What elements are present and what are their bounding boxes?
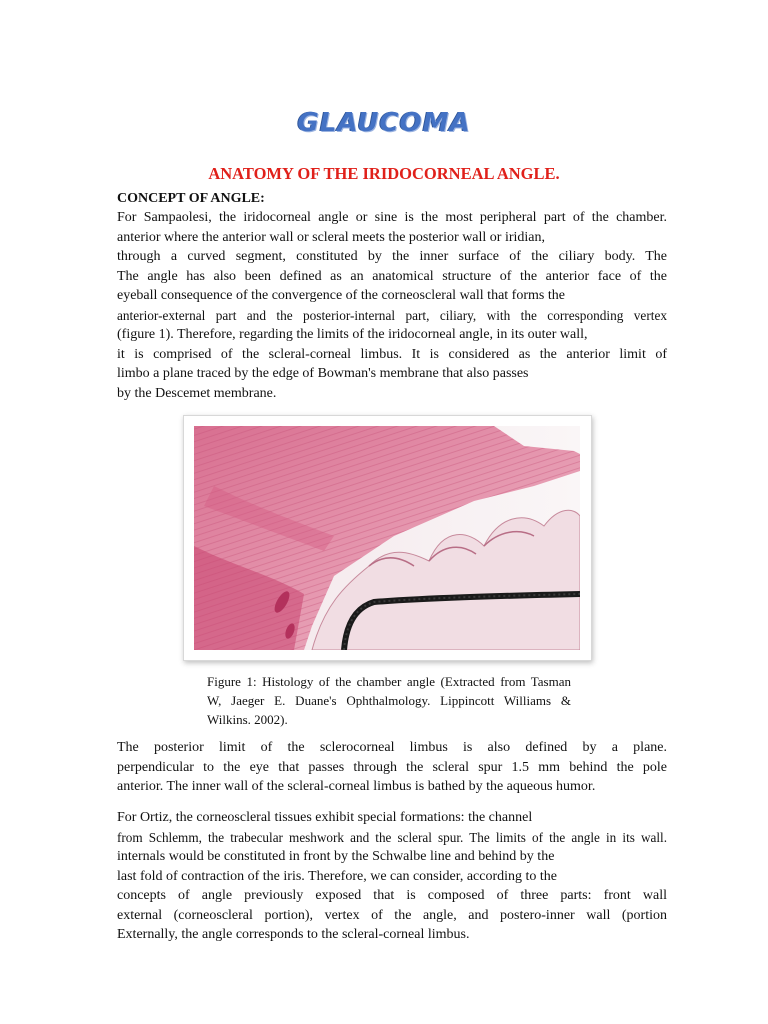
text-line: The angle has also been defined as an anatomical structure of the anterior face of the [117,268,667,284]
text-line: anterior where the anterior wall or scleral meets the posterior wall or iridian, [117,229,545,245]
text-line: (figure 1). Therefore, regarding the limits of the iridocorneal angle, in its outer wall, [117,327,588,342]
text-line: by the Descemet membrane. [117,385,277,401]
text-line: eyeball consequence of the convergence of the corneoscleral wall that forms the [117,288,565,303]
text-line: through a curved segment, constituted by the inner surface of the ciliary body. The [117,249,667,264]
section-heading: CONCEPT OF ANGLE: [117,191,265,206]
paragraph-ortiz [117,808,667,945]
paragraph-sampaolesi [117,208,667,403]
paragraph-posterior-limit [117,738,667,797]
figure-caption [207,672,571,729]
text-line: Externally, the angle corresponds to the scleral-corneal limbus. [117,927,470,942]
caption-line: W, Jaeger E. Duane's Ophthalmology. Lippincott Williams & [207,693,571,708]
text-line: it is comprised of the scleral-corneal limbus. It is considered as the anterior limit of [117,346,667,362]
text-line: last fold of contraction of the iris. Therefore, we can consider, according to the [117,868,558,884]
histology-figure [183,415,592,661]
text-line: limbo a plane traced by the edge of Bowman's membrane that also passes [117,366,529,381]
text-line: anterior. The inner wall of the scleral-corneal limbus is bathed by the aqueous humor. [117,779,596,794]
document-title: GLAUCOMA [297,108,471,138]
text-line: For Ortiz, the corneoscleral tissues exhibit special formations: the channel [117,810,533,825]
text-line: external (corneoscleral portion), vertex of the angle, and postero-inner wall (portion [117,907,667,923]
text-line: For Sampaolesi, the iridocorneal angle or sine is the most peripheral part of the chamber. [117,210,667,225]
text-line: concepts of angle previously exposed that is composed of three parts: front wall [117,888,667,903]
caption-line: Wilkins. 2002). [207,712,288,727]
text-line: anterior-external part and the posterior-internal part, ciliary, with the corresponding vertex [117,307,667,323]
text-line: from Schlemm, the trabecular meshwork and the scleral spur. The limits of the angle in its wall. [117,829,667,845]
caption-line: Figure 1: Histology of the chamber angle (Extracted from Tasman [207,674,571,689]
text-line: The posterior limit of the sclerocorneal limbus is also defined by a plane. [117,740,667,755]
section-subtitle: ANATOMY OF THE IRIDOCORNEAL ANGLE. [208,164,560,183]
histology-image [194,426,580,650]
text-line: internals would be constituted in front by the Schwalbe line and behind by the [117,849,555,864]
text-line: perpendicular to the eye that passes through the scleral spur 1.5 mm behind the pole [117,759,667,775]
